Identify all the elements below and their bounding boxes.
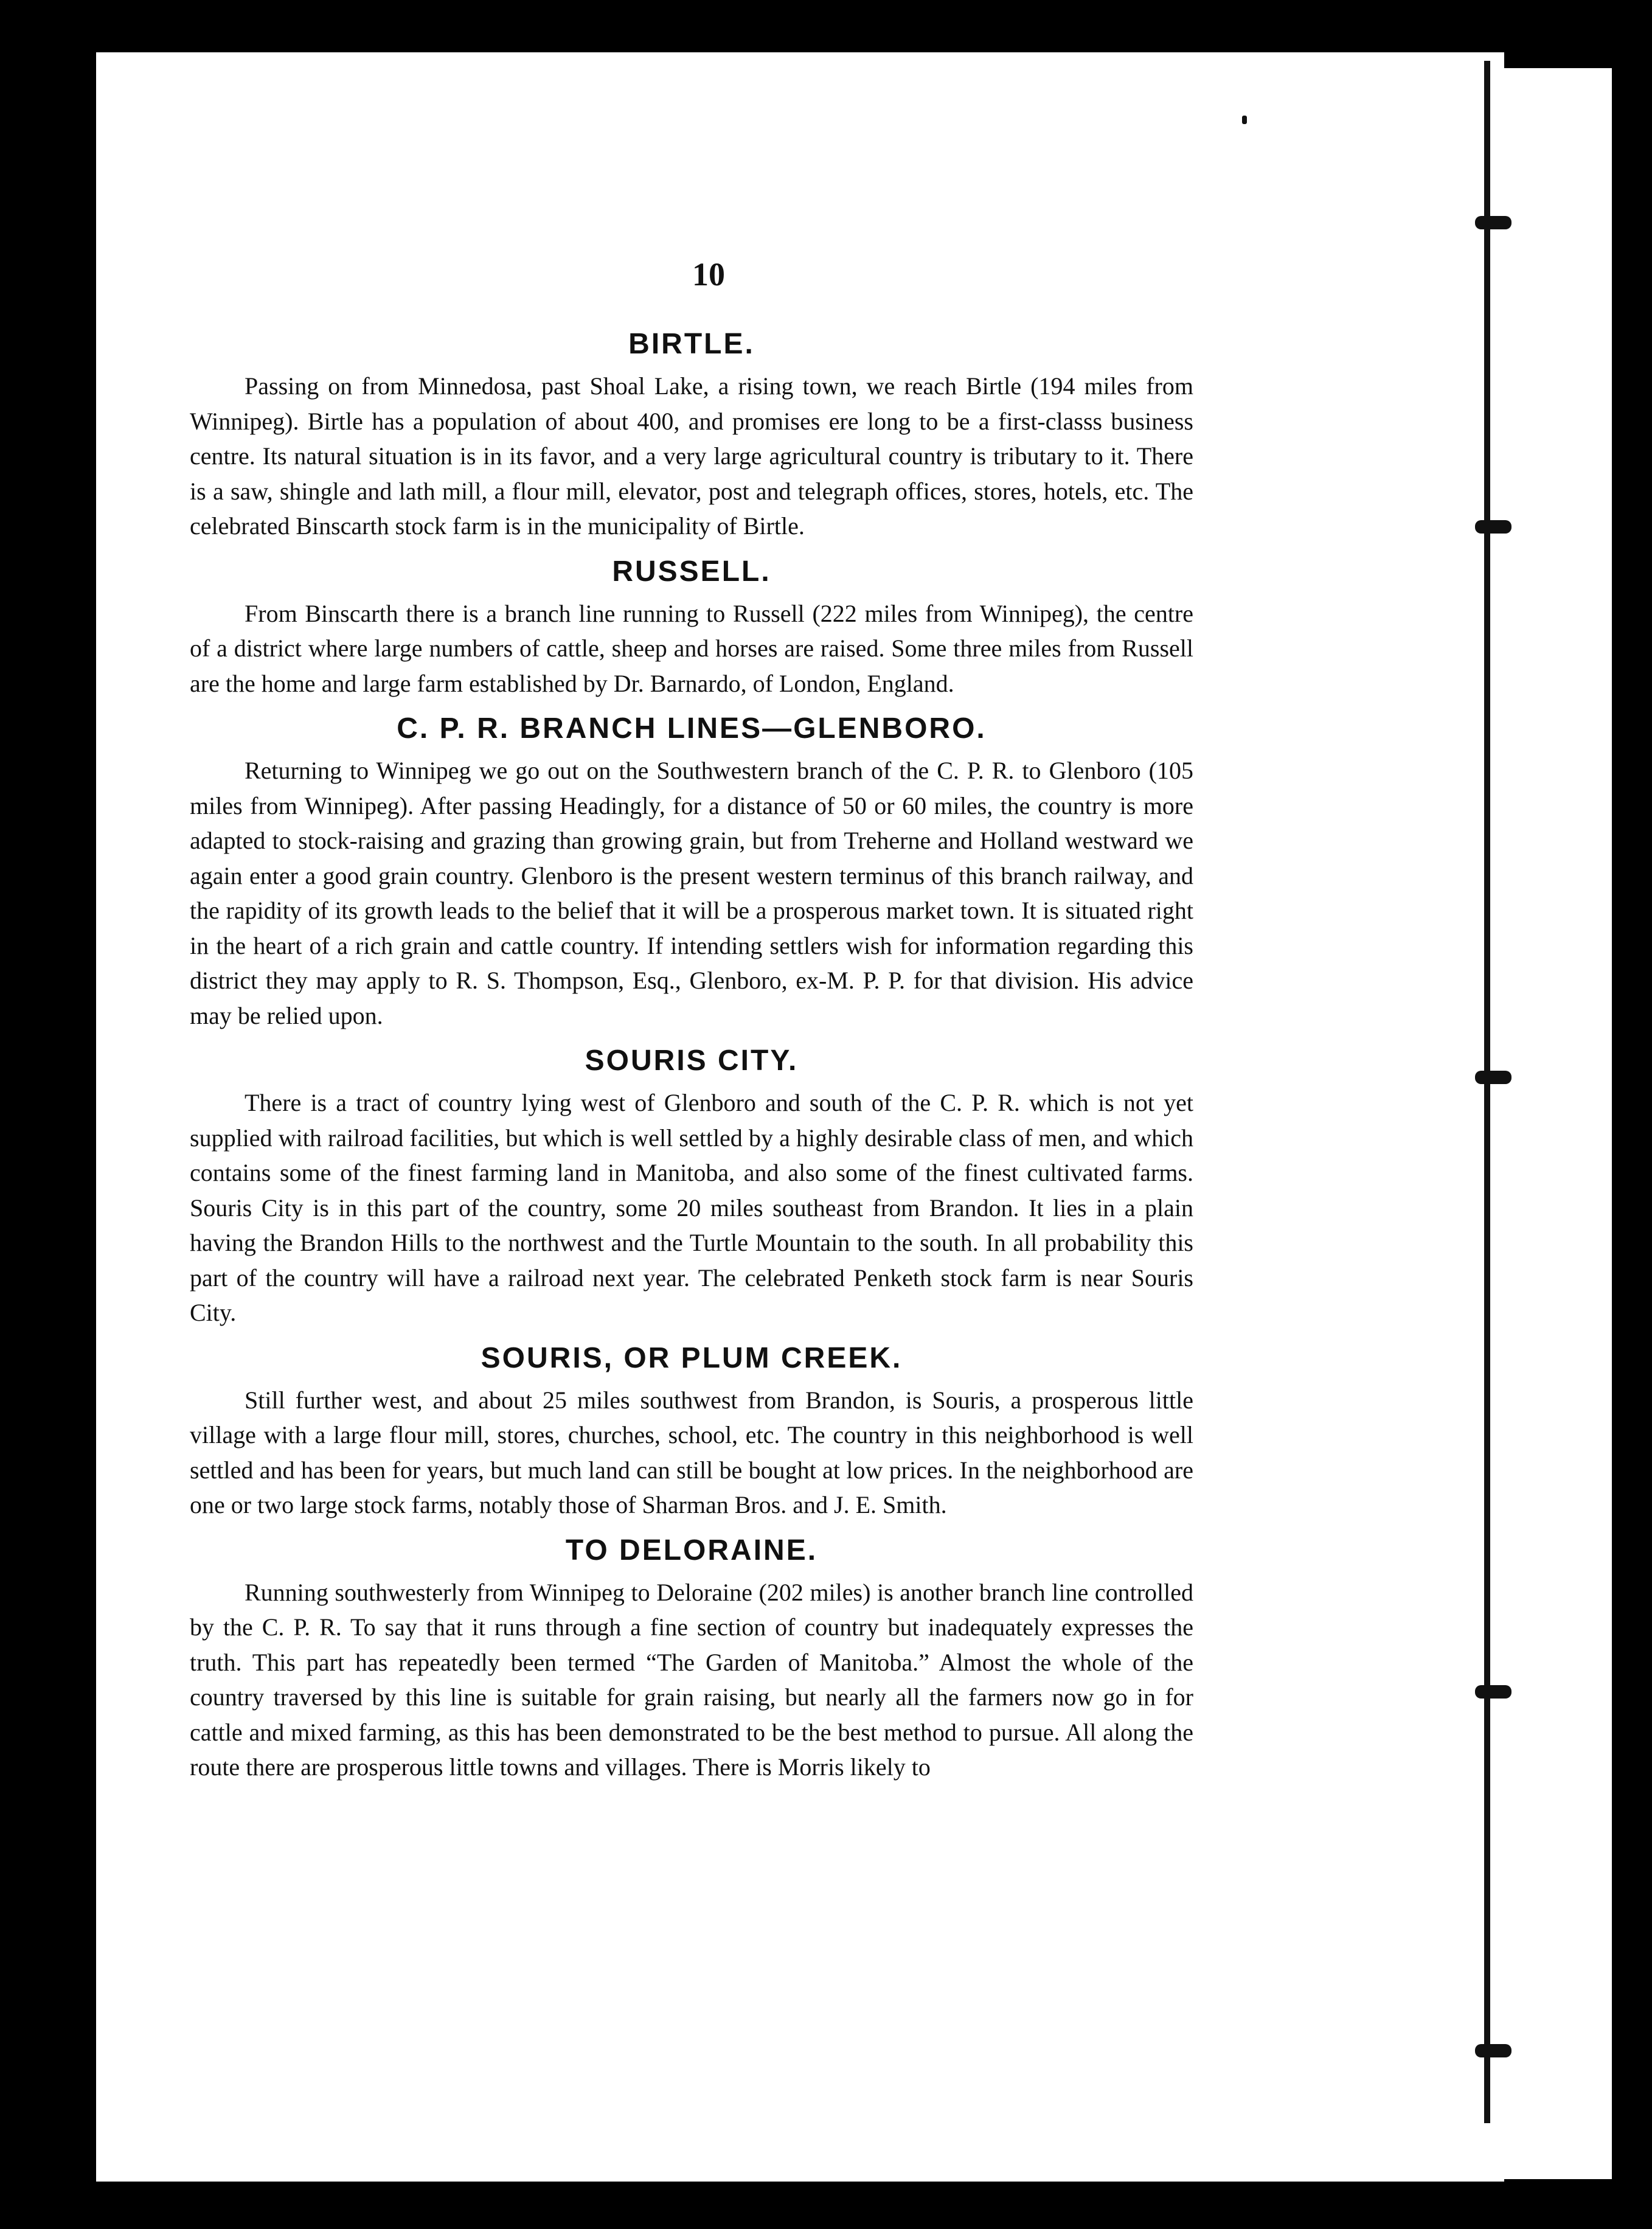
section-paragraph: There is a tract of country lying west of Glenboro and south of the C. P. R. which is not yet supplied with railroad facilities, but which is well settled by a highly desirable class of men, and which contains some of the finest farming land in Manitoba, and also some of the finest cultivated farms. Souris City is in this part of the country, some 20 miles southeast from Brandon. It lies in a plain having the Brandon Hills to the northwest and the Turtle Mountain to the south. In all probability this part of the country will have a railroad next year. The celebrated Penketh stock farm is near Souris City. [190,1089,1193,1326]
binding-stitch [1475,520,1511,534]
section-paragraph: Running southwesterly from Winnipeg to Deloraine (202 miles) is another branch line controlled by the C. P. R. To say that it runs through a fine section of country but inadequately expresses the truth. This part has repeatedly been termed “The Garden of Manitoba.” Almost the whole of the country traversed by this line is suitable for grain raising, but nearly all the farmers now go in for cattle and mixed farming, as this has been demonstrated to be the best method to pursue. All along the route there are prosperous little towns and villages. There is Morris likely to [190,1578,1193,1781]
binding-stitch [1475,1071,1511,1084]
section-birtle [190,325,1193,544]
section-heading: RUSSELL. [612,555,771,588]
section-paragraph: From Binscarth there is a branch line running to Russell (222 miles from Winnipeg), the centre of a district where large numbers of cattle, sheep and horses are raised. Some three miles from Russell are the home and large farm established by Dr. Barnardo, of London, England. [190,599,1193,697]
binding-stitch [1475,216,1511,229]
binding-stitch [1475,1685,1511,1699]
section-russell [190,552,1193,701]
binding-spine [1484,61,1490,2123]
section-heading: TO DELORAINE. [565,1534,818,1567]
section-heading: SOURIS, OR PLUM CREEK. [481,1341,903,1374]
section-heading: SOURIS CITY. [585,1045,799,1077]
ink-speck [1242,116,1247,124]
binding-stitch [1475,2044,1511,2057]
facing-page-edge [1484,68,1612,2179]
section-glenboro [190,709,1193,1033]
section-souris-plum-creek [190,1339,1193,1523]
section-deloraine [190,1531,1193,1785]
page-number: 10 [692,256,725,293]
section-heading: C. P. R. BRANCH LINES—GLENBORO. [397,712,987,745]
document-body [190,316,1193,1785]
section-heading: BIRTLE. [628,328,755,360]
section-paragraph: Passing on from Minnedosa, past Shoal Lake, a rising town, we reach Birtle (194 miles from Winnipeg). Birtle has a population of about 400, and promises ere long to be a first-classs business centre. Its natural situation is in its favor, and a very large agricultural country is tributary to it. There is a saw, shingle and lath mill, a flour mill, elevator, post and telegraph offices, stores, hotels, etc. The celebrated Binscarth stock farm is in the municipality of Birtle. [190,372,1193,540]
section-paragraph: Still further west, and about 25 miles southwest from Brandon, is Souris, a prosperous little village with a large flour mill, stores, churches, school, etc. The country in this neighborhood is well settled and has been for years, but much land can still be bought at low prices. In the neighborhood are one or two large stock farms, notably those of Sharman Bros. and J. E. Smith. [190,1386,1193,1518]
section-paragraph: Returning to Winnipeg we go out on the Southwestern branch of the C. P. R. to Glenboro (105 miles from Winnipeg). After passing Headingly, for a distance of 50 or 60 miles, the country is more adapted to stock-raising and grazing than growing grain, but from Treherne and Holland westward we again enter a good grain country. Glenboro is the present western terminus of this branch railway, and the rapidity of its growth leads to the belief that it will be a prosperous market town. It is situated right in the heart of a rich grain and cattle country. If intending settlers wish for information regarding this district they may apply to R. S. Thompson, Esq., Glenboro, ex-M. P. P. for that division. His advice may be relied upon. [190,757,1193,1029]
section-souris-city [190,1041,1193,1330]
